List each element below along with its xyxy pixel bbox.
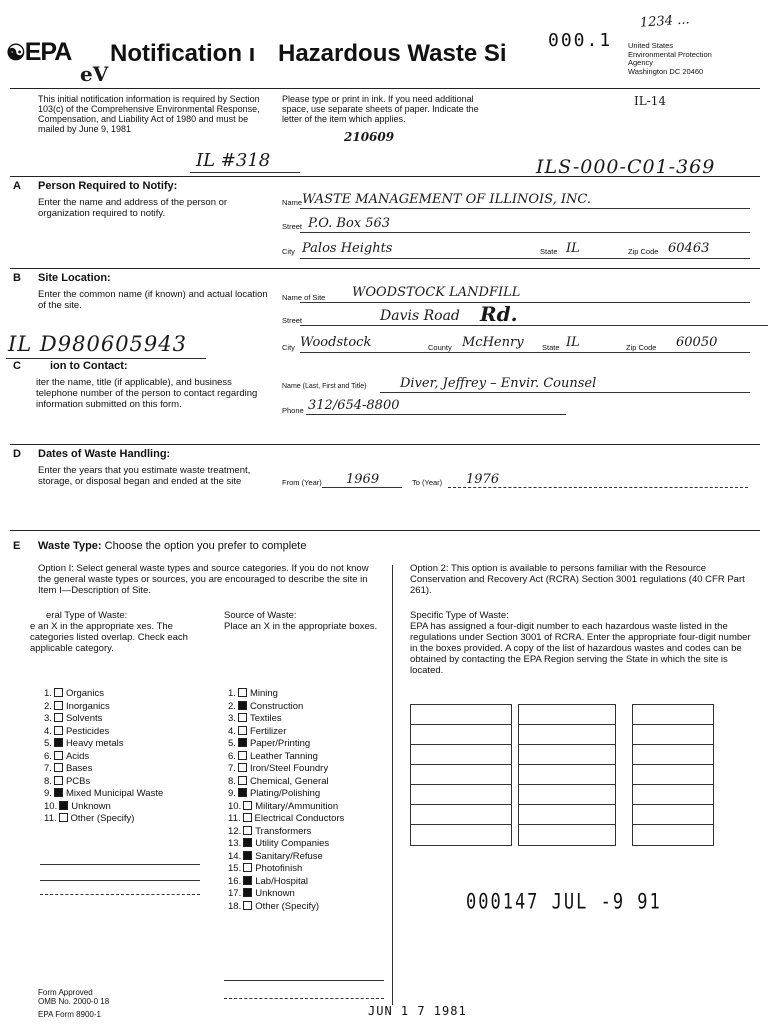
section-a-desc: Enter the name and address of the person or organization required to notify. [38, 197, 228, 219]
section-e-letter: E [13, 540, 21, 552]
handwritten-reference: IL #318 [196, 150, 271, 171]
b-city-field[interactable]: Woodstock [300, 335, 372, 350]
option-divider [392, 565, 393, 1005]
doc-number: 000.1 [548, 30, 613, 51]
general-item[interactable]: 10. Unknown [44, 800, 111, 812]
page-title: Notification ı [110, 40, 256, 67]
handwritten-region-code: IL-14 [634, 94, 667, 108]
specific-type-title: Specific Type of Waste: [410, 610, 509, 621]
source-other-line-1 [224, 980, 384, 981]
received-stamp: 000147 JUL -9 91 [466, 889, 662, 915]
epa-id-underline [6, 358, 206, 359]
c-phone-underline [306, 414, 566, 415]
section-d-letter: D [13, 448, 21, 460]
general-item[interactable]: 5. Heavy metals [44, 738, 124, 749]
form-approved: Form Approved [38, 988, 93, 997]
source-item[interactable]: 17. Unknown [228, 888, 295, 899]
section-a-title: Person Required to Notify: [38, 180, 178, 192]
general-item[interactable]: 7. Bases [44, 763, 93, 774]
source-item[interactable]: 4. Fertilizer [228, 725, 287, 737]
source-other-line-2 [224, 998, 384, 999]
a-street-label: Street [282, 222, 303, 231]
source-item[interactable]: 13. Utility Companies [228, 838, 330, 849]
option-2-text: Option 2: This option is available to persons familiar with the Resource Conservation and Recovery Act (RCRA) Section 3001 regulations (40 CFR Part 261). [410, 563, 745, 596]
reference-underline [190, 172, 300, 173]
source-item[interactable]: 2. Construction [228, 700, 304, 712]
section-c-letter: C [13, 360, 21, 372]
b-city-underline [300, 352, 750, 353]
section-b-title: Site Location: [38, 272, 111, 284]
b-county-label: County [428, 343, 452, 352]
d-to-field[interactable]: 1976 [466, 472, 500, 487]
handwritten-site-id: ILS-000-C01-369 [536, 156, 716, 178]
source-item[interactable]: 8. Chemical, General [228, 775, 329, 787]
section-b-letter: B [13, 272, 21, 284]
general-item[interactable]: 6. Acids [44, 750, 90, 762]
source-item[interactable]: 18. Other (Specify) [228, 900, 320, 912]
b-site-label: Name of Site [282, 293, 326, 302]
source-item[interactable]: 16. Lab/Hospital [228, 875, 309, 887]
b-street-field[interactable]: Davis Road [380, 308, 460, 324]
source-item[interactable]: 1. Mining [228, 688, 278, 699]
source-item[interactable]: 7. Iron/Steel Foundry [228, 763, 329, 774]
intro-right-text: Please type or print in ink. If you need additional space, use separate sheets of paper. Indicate the letter of the item which applies. [282, 94, 479, 124]
option-1-text: Option I: Select general waste types and source categories. If you do not know the general waste types or sources, you are encouraged to describe the site in Item I—Description of Site. [38, 563, 369, 596]
a-city-label: City [282, 247, 295, 256]
general-item[interactable]: 9. Mixed Municipal Waste [44, 788, 164, 799]
general-waste-list [44, 688, 163, 826]
page-title-continued: Hazardous Waste Si [278, 40, 507, 67]
a-name-underline [300, 208, 750, 209]
c-phone-label: Phone [282, 406, 304, 415]
section-a-rule [10, 268, 760, 269]
handwritten-top-right: 1234 ... [639, 12, 691, 31]
section-d-rule [10, 530, 760, 531]
agency-block: United States Environmental Protection Agency Washington DC 20460 [628, 41, 712, 76]
source-item[interactable]: 10. Military/Ammunition [228, 800, 339, 812]
section-c-title: ion to Contact: [50, 360, 128, 372]
source-item[interactable]: 14. Sanitary/Refuse [228, 850, 323, 862]
a-zip-field[interactable]: 60463 [668, 241, 710, 256]
general-item[interactable]: 8. PCBs [44, 775, 91, 787]
b-site-underline [300, 302, 750, 303]
intro-left-text: This initial notification information is required by Section 103(c) of the Comprehensive Environmental Response, Compensation, and Liability Act of 1980 and must be mailed by June 9, 1981 [38, 94, 260, 134]
source-item[interactable]: 11. Electrical Conductors [228, 813, 345, 824]
source-item[interactable]: 6. Leather Tanning [228, 750, 318, 762]
source-item[interactable]: 12. Transformers [228, 825, 312, 837]
section-d-desc: Enter the years that you estimate waste treatment, storage, or disposal began and ended at the site [38, 465, 251, 487]
rcra-box-col-1[interactable] [410, 704, 512, 846]
b-county-field[interactable]: McHenry [462, 335, 524, 350]
source-waste-list [228, 688, 344, 913]
b-zip-field[interactable]: 60050 [676, 335, 718, 350]
c-name-field[interactable]: Diver, Jeffrey – Envir. Counsel [400, 376, 597, 391]
general-item[interactable]: 4. Pesticides [44, 725, 110, 737]
a-city-field[interactable]: Palos Heights [302, 241, 393, 256]
source-item[interactable]: 15. Photofinish [228, 863, 303, 874]
general-item[interactable]: 11. Other (Specify) [44, 813, 135, 824]
form-number: EPA Form 8900-1 [38, 1010, 101, 1019]
source-title: Source of Waste: [224, 610, 297, 621]
omb-number: OMB No. 2000-0 18 [38, 997, 110, 1006]
section-e-title: Waste Type: Choose the option you prefer to complete [38, 540, 307, 552]
handwritten-mark: eV [80, 62, 109, 86]
d-from-label: From (Year) [282, 478, 322, 487]
general-type-title: eral Type of Waste: [46, 610, 128, 621]
source-item[interactable]: 5. Paper/Printing [228, 738, 311, 749]
source-item[interactable]: 3. Textiles [228, 713, 282, 724]
b-street-label: Street [282, 316, 303, 325]
general-item[interactable]: 2. Inorganics [44, 700, 110, 712]
header-rule [10, 88, 760, 89]
section-c-desc: iter the name, title (if applicable), and business telephone number of the person to contact regarding information submitted on this form. [36, 377, 258, 410]
general-type-desc: e an X in the appropriate xes. The categories listed overlap. Check each applicable category. [30, 621, 188, 654]
a-street-field[interactable]: P.O. Box 563 [308, 216, 391, 231]
c-name-underline [380, 392, 750, 393]
section-d-title: Dates of Waste Handling: [38, 448, 171, 460]
b-state-label: State [542, 343, 560, 352]
b-zip-label: Zip Code [626, 343, 657, 352]
general-item[interactable]: 1. Organics [44, 688, 104, 699]
date-stamp-bottom: JUN 1 7 1981 [368, 1004, 467, 1018]
general-other-line-1 [40, 864, 200, 865]
section-a-letter: A [13, 180, 21, 192]
general-other-line-3 [40, 894, 200, 895]
b-street-extra: Rd. [480, 302, 518, 326]
a-state-label: State [540, 247, 558, 256]
a-city-underline [300, 258, 750, 259]
epa-logo: ☯EPA [6, 38, 72, 66]
b-site-field[interactable]: WOODSTOCK LANDFILL [352, 285, 521, 300]
d-from-field[interactable]: 1969 [346, 472, 380, 487]
b-state-field[interactable]: IL [566, 335, 580, 350]
a-street-underline [300, 232, 750, 233]
d-to-label: To (Year) [412, 478, 443, 487]
d-to-underline [448, 487, 748, 488]
a-name-field[interactable]: WASTE MANAGEMENT OF ILLINOIS, INC. [302, 192, 591, 207]
d-from-underline [322, 487, 402, 488]
general-other-line-2 [40, 880, 200, 881]
rcra-box-col-2[interactable] [518, 704, 616, 846]
source-item[interactable]: 9. Plating/Polishing [228, 788, 321, 799]
a-name-label: Name [282, 198, 303, 207]
c-name-label: Name (Last, First and Title) [282, 383, 367, 390]
a-state-field[interactable]: IL [566, 241, 580, 256]
b-city-label: City [282, 343, 295, 352]
section-c-rule [10, 444, 760, 445]
handwritten-date: 210609 [344, 130, 395, 144]
general-item[interactable]: 3. Solvents [44, 713, 103, 724]
handwritten-epa-id: IL D980605943 [8, 332, 188, 356]
rcra-box-col-3[interactable] [632, 704, 714, 846]
section-b-desc: Enter the common name (if known) and actual location of the site. [38, 289, 268, 311]
c-phone-field[interactable]: 312/654-8800 [308, 398, 400, 413]
source-desc: Place an X in the appropriate boxes. [224, 621, 378, 632]
a-zip-label: Zip Code [628, 247, 659, 256]
specific-type-desc: EPA has assigned a four-digit number to each hazardous waste listed in the regulations under Section 3001 of RCRA. Enter the appropriate four-digit number in the boxes provided. A copy of the list of hazardous wastes and codes can be obtained by contacting the EPA Region serving the State in which the site is located. [410, 621, 751, 676]
intro-rule [10, 176, 760, 177]
b-street-underline [300, 325, 768, 326]
